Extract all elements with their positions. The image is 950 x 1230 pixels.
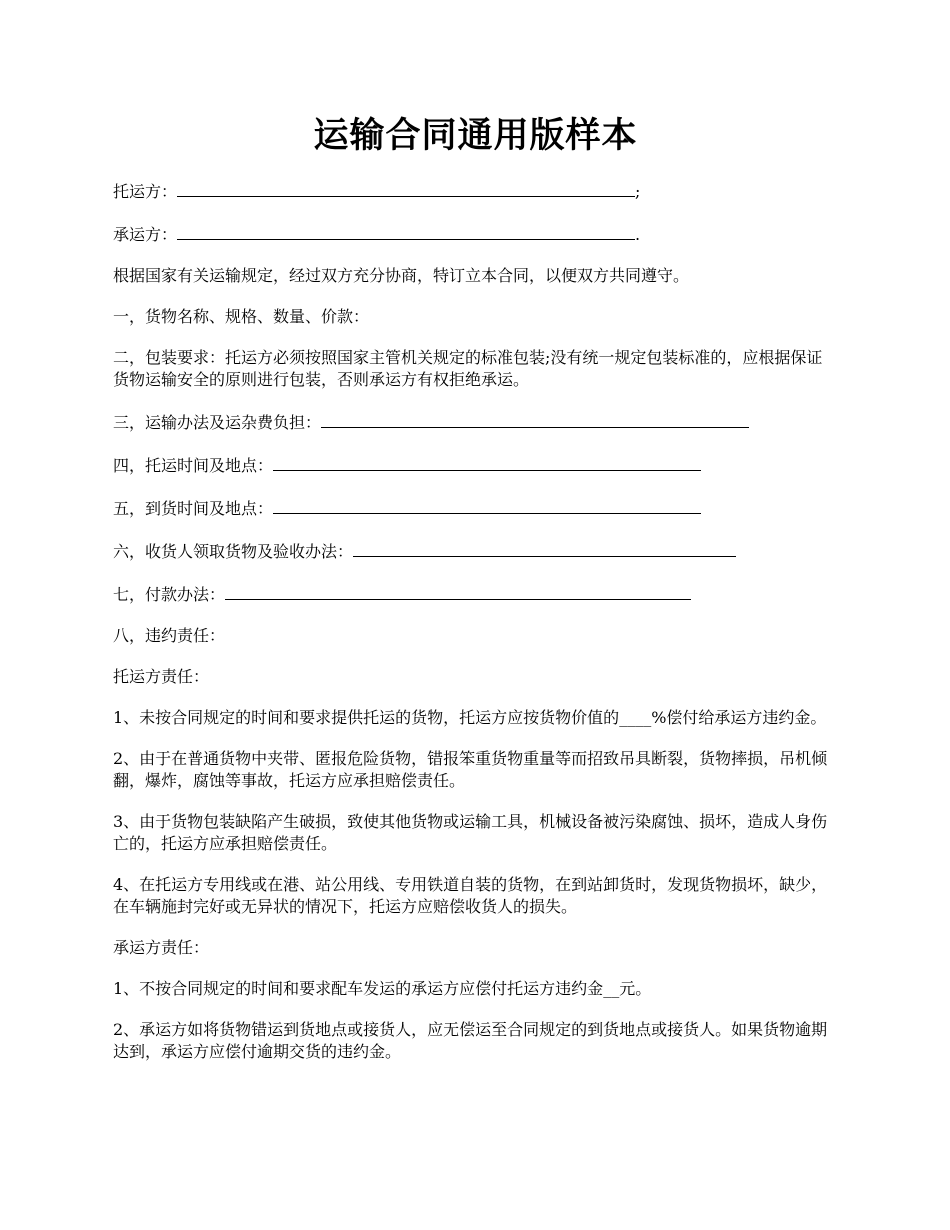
clause-7: 七，付款办法： <box>113 585 226 604</box>
clause-4-blank <box>273 453 701 471</box>
carrier-line <box>113 222 838 246</box>
document-body <box>113 179 838 1082</box>
clause-6: 六，收货人领取货物及验收办法： <box>113 542 354 561</box>
clause-6-line <box>113 539 838 563</box>
clause-1: 一，货物名称、规格、数量、价款： <box>113 307 370 326</box>
carrier-item-1-blank: __ <box>603 979 620 998</box>
shipper-item-1-text-b: %偿付给承运方违约金。 <box>651 708 827 727</box>
clause-3: 三，运输办法及运杂费负担： <box>113 413 322 432</box>
clause-6-blank <box>353 539 736 557</box>
clause-2: 二，包装要求：托运方必须按照国家主管机关规定的标准包装;没有统一规定包装标准的，应根据保证货物运输安全的原则进行包装，否则承运方有权拒绝承运。 <box>113 348 823 389</box>
carrier-item-1 <box>113 978 838 1000</box>
carrier-item-1-text-a: 1、不按合同规定的时间和要求配车发运的承运方应偿付托运方违约金 <box>113 979 604 998</box>
shipper-item-3: 3、由于货物包装缺陷产生破损，致使其他货物或运输工具，机械设备被污染腐蚀、损坏，造成人身伤亡的，托运方应承担赔偿责任。 <box>113 812 828 853</box>
contract-page <box>113 0 838 1230</box>
shipper-end: ; <box>635 182 641 201</box>
shipper-item-1-blank: ____ <box>619 708 652 727</box>
clause-3-blank <box>321 410 749 428</box>
clause-4-line <box>113 453 838 477</box>
document-title: 运输合同通用版样本 <box>313 116 638 156</box>
clause-7-line <box>113 582 838 606</box>
clause-3-line <box>113 410 838 434</box>
shipper-item-4: 4、在托运方专用线或在港、站公用线、专用铁道自装的货物，在到站卸货时，发现货物损坏，缺少，在车辆施封完好或无异状的情况下，托运方应赔偿收货人的损失。 <box>113 875 828 916</box>
shipper-item-1-text-a: 1、未按合同规定的时间和要求提供托运的货物，托运方应按货物价值的 <box>113 708 620 727</box>
clause-7-blank <box>225 582 691 600</box>
carrier-liability-heading: 承运方责任： <box>113 938 210 957</box>
shipper-blank <box>177 179 635 197</box>
clause-8: 八，违约责任： <box>113 626 226 645</box>
shipper-item-2: 2、由于在普通货物中夹带、匿报危险货物，错报笨重货物重量等而招致吊具断裂，货物摔损，吊机倾翻，爆炸，腐蚀等事故，托运方应承担赔偿责任。 <box>113 749 828 790</box>
carrier-item-2: 2、承运方如将货物错运到货地点或接货人，应无偿运至合同规定的到货地点或接货人。如果货物逾期达到，承运方应偿付逾期交货的违约金。 <box>113 1020 828 1061</box>
carrier-item-1-text-b: 元。 <box>619 979 652 998</box>
carrier-label: 承运方： <box>113 225 178 244</box>
shipper-line <box>113 179 838 203</box>
clause-5: 五，到货时间及地点： <box>113 499 274 518</box>
carrier-end: . <box>635 225 641 244</box>
carrier-blank <box>177 222 635 240</box>
clause-5-blank <box>273 496 701 514</box>
shipper-label: 托运方： <box>113 182 178 201</box>
shipper-liability-heading: 托运方责任： <box>113 667 210 686</box>
intro-paragraph: 根据国家有关运输规定，经过双方充分协商，特订立本合同，以便双方共同遵守。 <box>113 266 690 285</box>
shipper-item-1 <box>113 707 838 729</box>
clause-5-line <box>113 496 838 520</box>
clause-4: 四，托运时间及地点： <box>113 456 274 475</box>
